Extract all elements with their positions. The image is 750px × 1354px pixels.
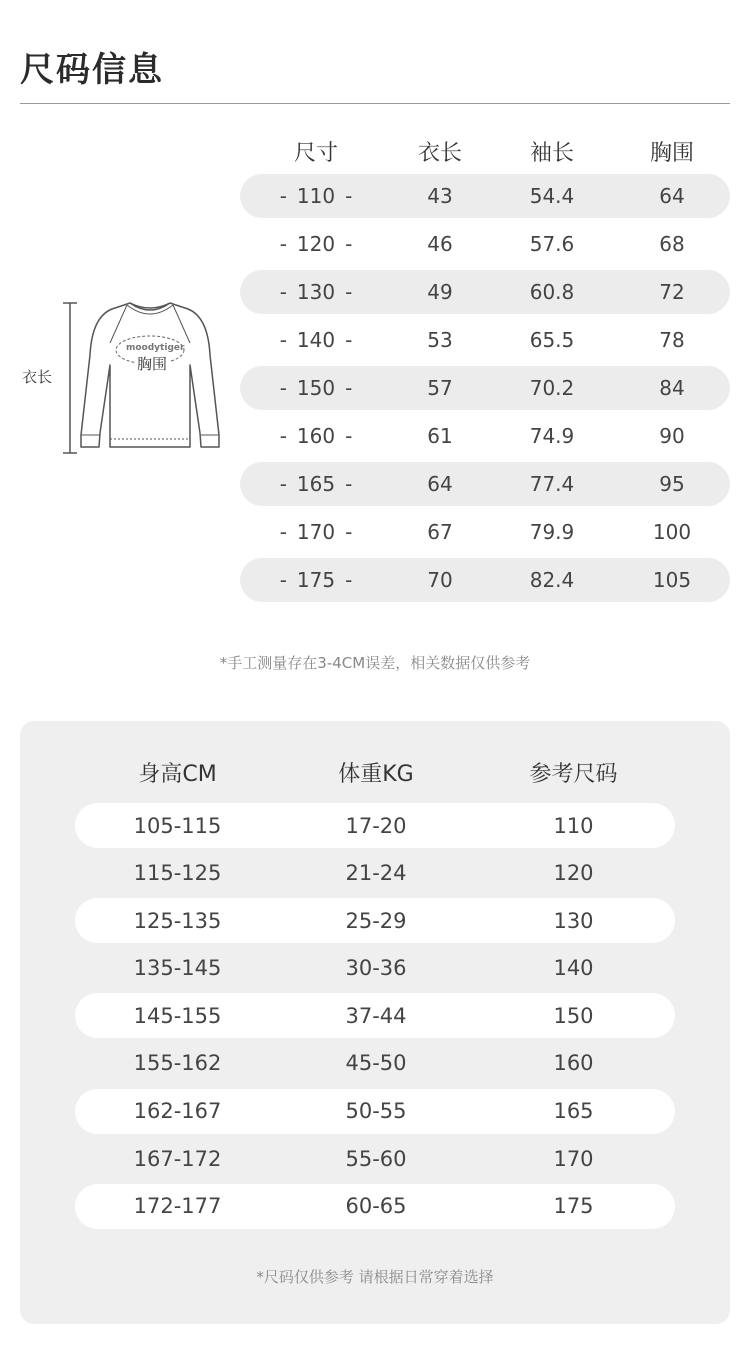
height-value: 105-115 — [133, 813, 222, 838]
chest-value: 78 — [659, 328, 685, 352]
table-row — [240, 558, 730, 602]
brand-print: moodytiger — [126, 343, 185, 353]
size-chart-table — [240, 128, 730, 606]
table-row — [75, 993, 675, 1038]
height-value: 172-177 — [133, 1194, 222, 1219]
ref-size-value: 150 — [553, 1003, 594, 1028]
chest-value: 68 — [659, 232, 685, 256]
size-value: - 160 - — [280, 424, 353, 448]
height-value: 115-125 — [133, 861, 222, 886]
height-value: 162-167 — [133, 1099, 222, 1124]
weight-value: 25-29 — [345, 908, 407, 933]
size-value: - 170 - — [280, 520, 353, 544]
ref-size-value: 175 — [553, 1194, 594, 1219]
chest-label: 胸围 — [137, 355, 168, 373]
table-row — [75, 1041, 675, 1086]
page-title: 尺码信息 — [20, 50, 164, 90]
sleeve-value: 82.4 — [529, 568, 575, 592]
table-row — [75, 1089, 675, 1134]
table-row — [75, 1184, 675, 1229]
table-row — [75, 946, 675, 991]
length-label: 衣长 — [22, 368, 53, 386]
size-value: - 110 - — [280, 184, 353, 208]
weight-value: 55-60 — [345, 1146, 407, 1171]
length-value: 43 — [427, 184, 453, 208]
header-size: 尺寸 — [293, 140, 338, 166]
sleeve-value: 57.6 — [529, 232, 575, 256]
ref-size-value: 170 — [553, 1146, 594, 1171]
size-value: - 130 - — [280, 280, 353, 304]
weight-value: 45-50 — [345, 1051, 407, 1076]
length-value: 49 — [427, 280, 453, 304]
height-value: 135-145 — [133, 956, 222, 981]
sleeve-value: 65.5 — [529, 328, 575, 352]
ref-size-value: 140 — [553, 956, 594, 981]
table-row — [240, 366, 730, 410]
size-value: - 140 - — [280, 328, 353, 352]
table-row — [240, 222, 730, 266]
sleeve-value: 54.4 — [529, 184, 575, 208]
header-ref-size: 参考尺码 — [529, 762, 618, 787]
header-sleeve: 袖长 — [529, 140, 574, 166]
length-value: 57 — [427, 376, 453, 400]
weight-value: 17-20 — [345, 813, 407, 838]
table-row — [75, 898, 675, 943]
table-row — [240, 174, 730, 218]
header-length: 衣长 — [417, 140, 462, 166]
table-row — [240, 510, 730, 554]
height-value: 167-172 — [133, 1146, 222, 1171]
size-value: - 120 - — [280, 232, 353, 256]
ref-size-value: 120 — [553, 861, 594, 886]
header-height: 身高CM — [138, 762, 217, 787]
length-value: 67 — [427, 520, 453, 544]
length-value: 70 — [427, 568, 453, 592]
chest-value: 100 — [652, 520, 692, 544]
title-divider — [20, 103, 730, 104]
header-weight: 体重KG — [338, 762, 414, 787]
size-table-header — [240, 128, 730, 174]
weight-value: 30-36 — [345, 956, 407, 981]
length-value: 64 — [427, 472, 453, 496]
size-value: - 150 - — [280, 376, 353, 400]
sleeve-value: 60.8 — [529, 280, 575, 304]
length-value: 61 — [427, 424, 453, 448]
reference-table-header — [75, 757, 675, 788]
length-value: 53 — [427, 328, 453, 352]
table-row — [75, 803, 675, 848]
table-row — [240, 414, 730, 458]
ref-size-value: 130 — [553, 908, 594, 933]
length-value: 46 — [427, 232, 453, 256]
reference-table — [75, 803, 675, 1231]
sleeve-value: 70.2 — [529, 376, 575, 400]
reference-note: *尺码仅供参考 请根据日常穿着选择 — [256, 1268, 494, 1286]
ref-size-value: 165 — [553, 1099, 594, 1124]
table-row — [75, 1136, 675, 1181]
table-row — [240, 462, 730, 506]
weight-value: 60-65 — [345, 1194, 407, 1219]
measurement-note: *手工测量存在3-4CM误差，相关数据仅供参考 — [219, 654, 531, 672]
weight-value: 21-24 — [345, 861, 407, 886]
height-value: 125-135 — [133, 908, 222, 933]
height-value: 155-162 — [133, 1051, 222, 1076]
header-chest: 胸围 — [649, 140, 694, 166]
size-value: - 165 - — [280, 472, 353, 496]
chest-value: 95 — [659, 472, 685, 496]
height-value: 145-155 — [133, 1003, 222, 1028]
chest-value: 64 — [659, 184, 685, 208]
chest-value: 72 — [659, 280, 685, 304]
chest-value: 105 — [652, 568, 692, 592]
weight-value: 50-55 — [345, 1099, 407, 1124]
sleeve-value: 77.4 — [529, 472, 575, 496]
sleeve-value: 79.9 — [529, 520, 575, 544]
chest-value: 90 — [659, 424, 685, 448]
ref-size-value: 160 — [553, 1051, 594, 1076]
table-row — [75, 851, 675, 896]
chest-value: 84 — [659, 376, 685, 400]
weight-value: 37-44 — [345, 1003, 407, 1028]
ref-size-value: 110 — [553, 813, 594, 838]
reference-size-panel — [20, 721, 730, 1324]
sleeve-value: 74.9 — [529, 424, 575, 448]
table-row — [240, 270, 730, 314]
table-row — [240, 318, 730, 362]
size-value: - 175 - — [280, 568, 353, 592]
